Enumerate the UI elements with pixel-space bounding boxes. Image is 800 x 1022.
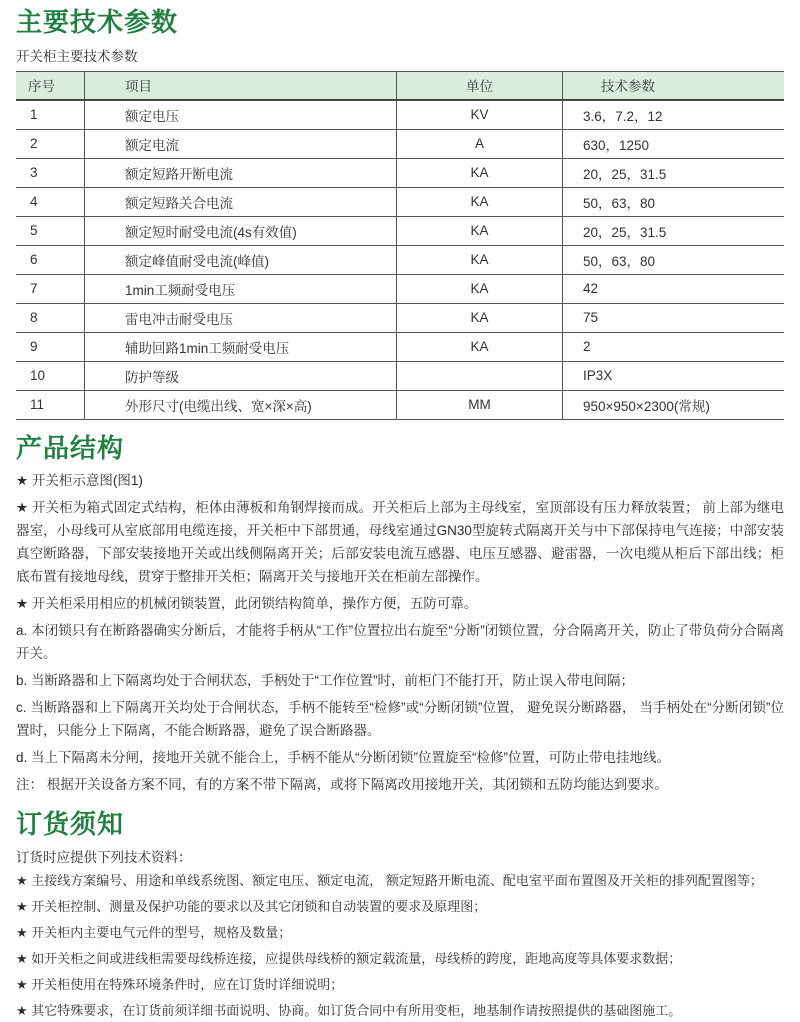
cell-item: 额定短时耐受电流(4s有效值): [85, 216, 397, 245]
cell-index: 11: [16, 390, 85, 419]
spec-table-body: [16, 100, 784, 420]
cell-unit: MM: [397, 390, 563, 419]
cell-item: 额定短路开断电流: [85, 158, 397, 187]
spec-table-header-row: [16, 71, 784, 100]
cell-item: 1min工频耐受电压: [85, 274, 397, 303]
ordering-item: ★ 开关柜控制、测量及保护功能的要求以及其它闭锁和自动装置的要求及原理图；: [16, 898, 487, 914]
table-row: [16, 129, 784, 158]
table-row: [16, 245, 784, 274]
cell-item: 额定峰值耐受电流(峰值): [85, 245, 397, 274]
cell-value: 2: [563, 332, 785, 361]
ordering-item: ★ 如开关柜之间或进线柜需要母线桥连接，应提供母线桥的额定载流量，母线桥的跨度，距地高度等具体要求数据；: [16, 950, 682, 966]
cell-index: 4: [16, 187, 85, 216]
col-header-item: 项目: [85, 71, 397, 100]
cell-index: 1: [16, 100, 85, 130]
cell-index: 6: [16, 245, 85, 274]
product-paragraph: d. 当上下隔离未分闸，接地开关就不能合上，手柄不能从“分断闭锁”位置旋至“检修”位置，可防止带电挂地线。: [16, 749, 670, 765]
cell-value: 42: [563, 274, 785, 303]
cell-item: 辅助回路1min工频耐受电压: [85, 332, 397, 361]
cell-unit: KA: [397, 216, 563, 245]
cell-unit: KA: [397, 158, 563, 187]
table-row: [16, 303, 784, 332]
cell-unit: KA: [397, 187, 563, 216]
cell-value: 20，25，31.5: [563, 158, 785, 187]
ordering-intro: 订货时应提供下列技术资料：: [16, 849, 192, 865]
cell-item: 雷电冲击耐受电压: [85, 303, 397, 332]
product-paragraph: c. 当断路器和上下隔离开关均处于合闸状态，手柄不能转至“检修”或“分断闭锁”位置， 避免误分断路器， 当手柄处在“分断闭锁”位置时，只能分上下隔离，不能合断路器，避免了误合断路器。: [16, 699, 784, 738]
ordering-item: ★ 其它特殊要求，在订货前须详细书面说明、协商。如订货合同中有所用变柜，地基制作请按照提供的基础图施工。: [16, 1002, 682, 1018]
product-paragraph: b. 当断路器和上下隔离均处于合闸状态，手柄处于“工作位置”时，前柜门不能打开，防止误入带电间隔；: [16, 672, 634, 688]
spec-table: [16, 71, 784, 420]
cell-index: 8: [16, 303, 85, 332]
product-structure-paragraphs: [16, 469, 784, 796]
cell-item: 外形尺寸(电缆出线、宽×深×高): [85, 390, 397, 419]
section-title-product-structure: 产品结构: [16, 432, 125, 463]
table-row: [16, 332, 784, 361]
product-paragraph: 注： 根据开关设备方案不同，有的方案不带下隔离，或将下隔离改用接地开关，其闭锁和五防均能达到要求。: [16, 776, 668, 792]
cell-item: 额定电压: [85, 100, 397, 130]
cell-value: 20，25，31.5: [563, 216, 785, 245]
cell-unit: KA: [397, 274, 563, 303]
cell-unit: A: [397, 129, 563, 158]
table-row: [16, 100, 784, 130]
cell-unit: KA: [397, 332, 563, 361]
cell-index: 10: [16, 361, 85, 390]
table-row: [16, 158, 784, 187]
section-title-ordering-notes: 订货须知: [16, 808, 125, 839]
table-row: [16, 216, 784, 245]
table-caption: 开关柜主要技术参数: [16, 48, 138, 64]
table-row: [16, 361, 784, 390]
cell-item: 额定电流: [85, 129, 397, 158]
ordering-item: ★ 开关柜使用在特殊环境条件时，应在订货时详细说明；: [16, 976, 344, 992]
cell-index: 9: [16, 332, 85, 361]
product-paragraph: ★ 开关柜为箱式固定式结构，柜体由薄板和角钢焊接而成。开关柜后上部为主母线室，室顶部设有压力释放装置； 前上部为继电器室，小母线可从室底部用电缆连接，开关柜中下部贯通，母线室通过GN30型旋转式隔离开关与中下部保持电气连接；中部安装真空断路器，下部安装接地开关或出线侧隔离开关；后部安装电流互感器、电压互感器、避雷器，一次电缆从柜后下部出线；柜底布置有接地母线，贯穿于整排开关柜；隔离开关与接地开关在柜前左部操作。: [16, 499, 784, 584]
col-header-unit: 单位: [397, 71, 563, 100]
cell-item: 防护等级: [85, 361, 397, 390]
cell-index: 2: [16, 129, 85, 158]
section-title-main-params: 主要技术参数: [16, 7, 179, 37]
col-header-index: 序号: [16, 71, 85, 100]
cell-unit: KA: [397, 245, 563, 274]
table-row: [16, 187, 784, 216]
product-paragraph: a. 本闭锁只有在断路器确实分断后，才能将手柄从“工作”位置拉出右旋至“分断”闭锁位置，分合隔离开关，防止了带负荷分合隔离开关。: [16, 622, 784, 661]
cell-index: 7: [16, 274, 85, 303]
table-row: [16, 390, 784, 419]
ordering-item: ★ 主接线方案编号、用途和单线系统图、额定电压、额定电流， 额定短路开断电流、配电室平面布置图及开关柜的排列配置图等；: [16, 872, 763, 888]
cell-unit: KA: [397, 303, 563, 332]
cell-index: 5: [16, 216, 85, 245]
col-header-value: 技术参数: [563, 71, 785, 100]
ordering-item: ★ 开关柜内主要电气元件的型号，规格及数量；: [16, 924, 292, 940]
cell-value: 50，63，80: [563, 245, 785, 274]
table-row: [16, 274, 784, 303]
cell-value: 50，63，80: [563, 187, 785, 216]
cell-value: IP3X: [563, 361, 785, 390]
cell-unit: KV: [397, 100, 563, 130]
cell-unit: [397, 361, 563, 390]
cell-value: 75: [563, 303, 785, 332]
product-paragraph: ★ 开关柜示意图(图1): [16, 472, 143, 488]
cell-value: 3.6，7.2，12: [563, 100, 785, 130]
cell-index: 3: [16, 158, 85, 187]
cell-value: 630，1250: [563, 129, 785, 158]
cell-value: 950×950×2300(常规): [563, 390, 785, 419]
cell-item: 额定短路关合电流: [85, 187, 397, 216]
product-paragraph: ★ 开关柜采用相应的机械闭锁装置，此闭锁结构简单，操作方便，五防可靠。: [16, 595, 478, 611]
ordering-items: [16, 869, 784, 1022]
